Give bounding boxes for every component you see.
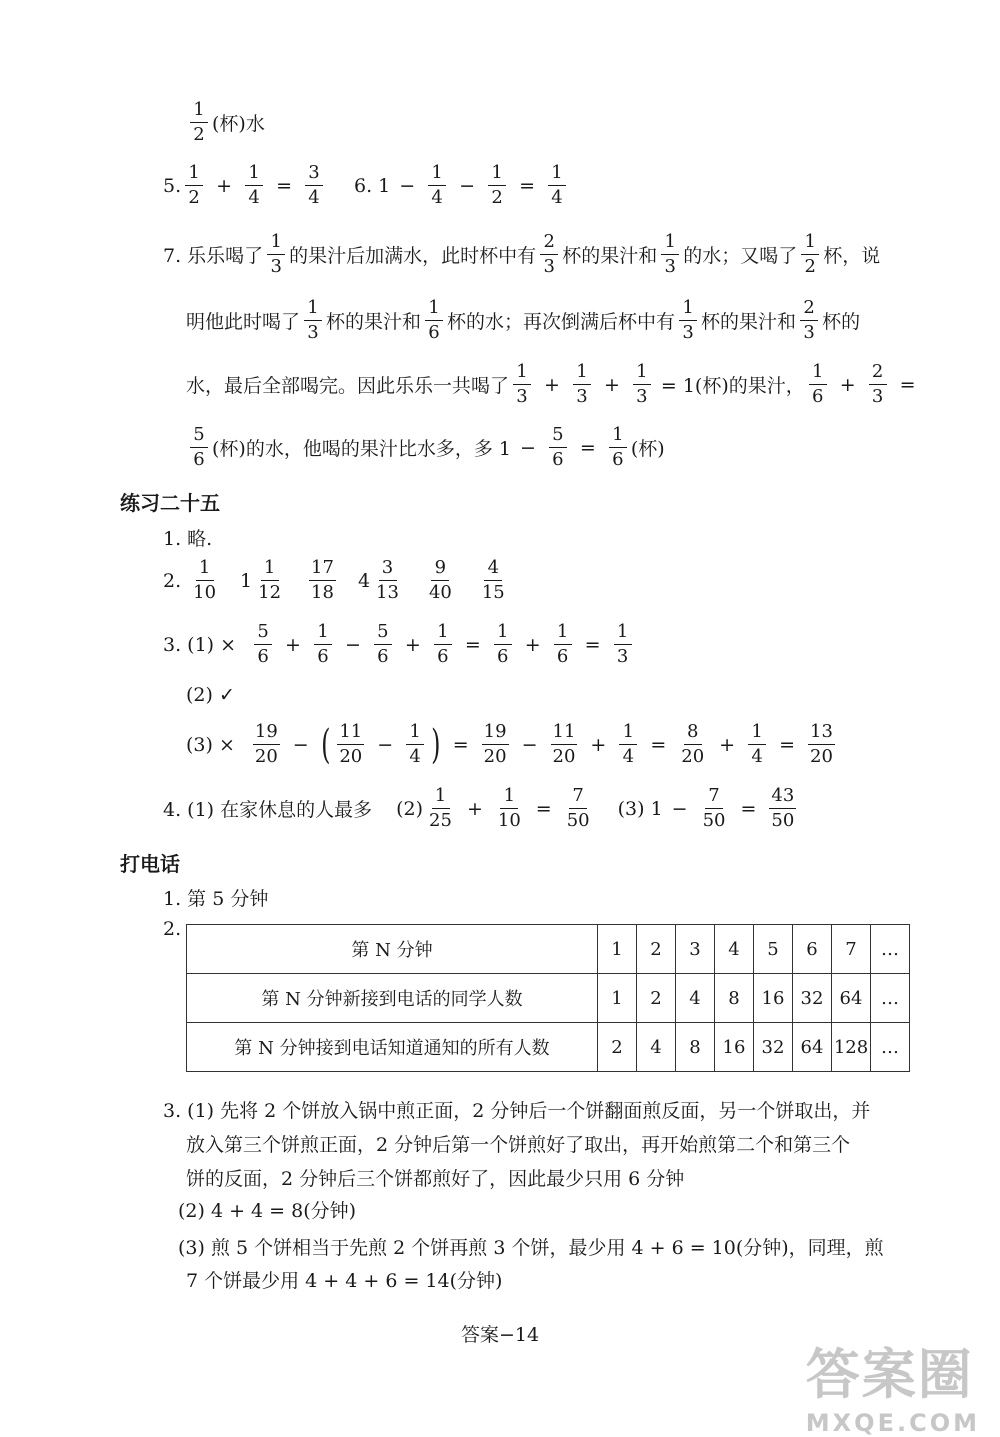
answer-q7-line3: 水，最后全部喝完。因此乐乐一共喝了 1 3 + $\frac{1}{3}$ + $\frac{1}{3}$ = 1(杯)的果汁， 1 6 + $\frac{2}{3}$ = bbox=[186, 361, 916, 407]
phone-tree-table bbox=[186, 924, 910, 1072]
table-cell: 8 bbox=[676, 1023, 715, 1072]
table-cell: 5 bbox=[754, 925, 793, 974]
table-cell: 32 bbox=[754, 1023, 793, 1072]
table-cell: 2 bbox=[637, 925, 676, 974]
table-cell: 8 bbox=[715, 974, 754, 1023]
table-cell: 16 bbox=[715, 1023, 754, 1072]
table-cell: 4 bbox=[637, 1023, 676, 1072]
ex25-q3-1: 3. (1) × $\frac{5}{6}$ + $\frac{1}{6}$ − $\frac{5}{6}$ + $\frac{1}{6}$ = $\frac{1}{6}$ + $\frac{1}{6}$ = $\frac{1}{3}$ bbox=[163, 622, 636, 667]
phone-q3-line6: 7 个饼最少用 4 + 4 + 6 = 14(分钟) bbox=[186, 1270, 503, 1292]
table-cell: 4 bbox=[676, 974, 715, 1023]
mixed-number: 1 1 12 bbox=[240, 557, 282, 603]
table-row bbox=[187, 925, 910, 974]
mixed-number: 9 40 bbox=[428, 557, 452, 603]
phone-q3-line3: 饼的反面，2 分钟后三个饼都煎好了，因此最少只用 6 分钟 bbox=[186, 1168, 685, 1190]
table-cell: 4 bbox=[715, 925, 754, 974]
answer-q5: 5. 1 2 + $\frac{1}{4}$ = $\frac{3}{4}$ bbox=[163, 163, 327, 208]
answer-q6: 6. 1 − $\frac{1}{4}$ − $\frac{1}{2}$ = $\frac{1}{4}$ bbox=[354, 163, 570, 208]
row-label: 第 N 分钟新接到电话的同学人数 bbox=[187, 974, 598, 1023]
ex25-q2: 2. 1 10 1 1 12 17 18 4 3 13 9 40 4 15 bbox=[163, 558, 511, 603]
mixed-number: 1 10 bbox=[193, 557, 217, 603]
answer-q7-line2: 明他此时喝了 1 3 杯的果汁和 1 6 杯的水；再次倒满后杯中有 1 3 杯的果汁和 2 3 杯的 bbox=[186, 297, 861, 343]
table-cell: … bbox=[871, 1023, 910, 1072]
table-cell: 16 bbox=[754, 974, 793, 1023]
section-title-phone: 打电话 bbox=[120, 852, 180, 876]
phone-q3-line2: 放入第三个饼煎正面，2 分钟后第一个饼煎好了取出，再开始煎第二个和第三个 bbox=[186, 1134, 851, 1156]
table-cell: 2 bbox=[637, 974, 676, 1023]
table-cell: 64 bbox=[793, 1023, 832, 1072]
table-cell: 7 bbox=[832, 925, 871, 974]
table-cell: 128 bbox=[832, 1023, 871, 1072]
ex25-q4: 4. (1) 在家休息的人最多 (2) 1 25 + $\frac{1}{10}$ = $\frac{7}{50}$ (3) 1 − $\frac{7}{50}$ = $\frac{43}{50}$ bbox=[163, 785, 795, 831]
phone-q2-label: 2. bbox=[163, 918, 182, 940]
table-cell: 3 bbox=[676, 925, 715, 974]
phone-q1: 1. 第 5 分钟 bbox=[163, 888, 269, 910]
table-cell: 64 bbox=[832, 974, 871, 1023]
page-footer: 答案−14 bbox=[460, 1324, 540, 1346]
watermark-logo: 答案圈 MXQE.COM bbox=[805, 1343, 980, 1437]
table-row bbox=[187, 974, 910, 1023]
ex25-q3-2: (2) ✓ bbox=[186, 684, 235, 706]
row-label: 第 N 分钟接到电话知道通知的所有人数 bbox=[187, 1023, 598, 1072]
mixed-number: 4 15 bbox=[481, 557, 505, 603]
table-cell: 6 bbox=[793, 925, 832, 974]
phone-q3-line5: (3) 煎 5 个饼相当于先煎 2 个饼再煎 3 个饼，最少用 4 + 6 = 10(分钟)，同理，煎 bbox=[178, 1237, 884, 1259]
ex25-q3-3: (3) × $\frac{19}{20}$ − ( 11 20 − $\frac{1}{4}$ ) = $\frac{19}{20}$ − $\frac{11}{20}$ + $\frac{1}{4}$ = $\frac{8}{20}$ + $\frac{1}{4}$ = $\frac{13}{20}$ bbox=[186, 721, 833, 768]
answer-q7-line4: 5 6 (杯)的水，他喝的果汁比水多，多 1 − $\frac{5}{6}$ = $\frac{1}{6}$ (杯) bbox=[186, 425, 665, 470]
row-label: 第 N 分钟 bbox=[187, 925, 598, 974]
answer-q7-line1: 7. 乐乐喝了 1 3 的果汁后加满水，此时杯中有 2 3 杯的果汁和 1 3 的水；又喝了 1 2 杯，说 bbox=[163, 231, 881, 277]
table-cell: … bbox=[871, 974, 910, 1023]
table-cell: 1 bbox=[598, 925, 637, 974]
table-row bbox=[187, 1023, 910, 1072]
table-cell: 1 bbox=[598, 974, 637, 1023]
ex25-q1: 1. 略. bbox=[163, 528, 213, 550]
answer-line-top: 1 2 (杯)水 bbox=[186, 100, 265, 145]
table-cell: 2 bbox=[598, 1023, 637, 1072]
mixed-number: 4 3 13 bbox=[357, 557, 399, 603]
fraction: 1 2 bbox=[190, 100, 208, 145]
phone-q3-line1: 3. (1) 先将 2 个饼放入锅中煎正面，2 分钟后一个饼翻面煎反面，另一个饼取出，并 bbox=[163, 1100, 871, 1122]
phone-q3-line4: (2) 4 + 4 = 8(分钟) bbox=[178, 1200, 357, 1222]
section-title-ex25: 练习二十五 bbox=[120, 491, 220, 515]
table-cell: 32 bbox=[793, 974, 832, 1023]
table-cell: … bbox=[871, 925, 910, 974]
mixed-number: 17 18 bbox=[311, 557, 334, 603]
